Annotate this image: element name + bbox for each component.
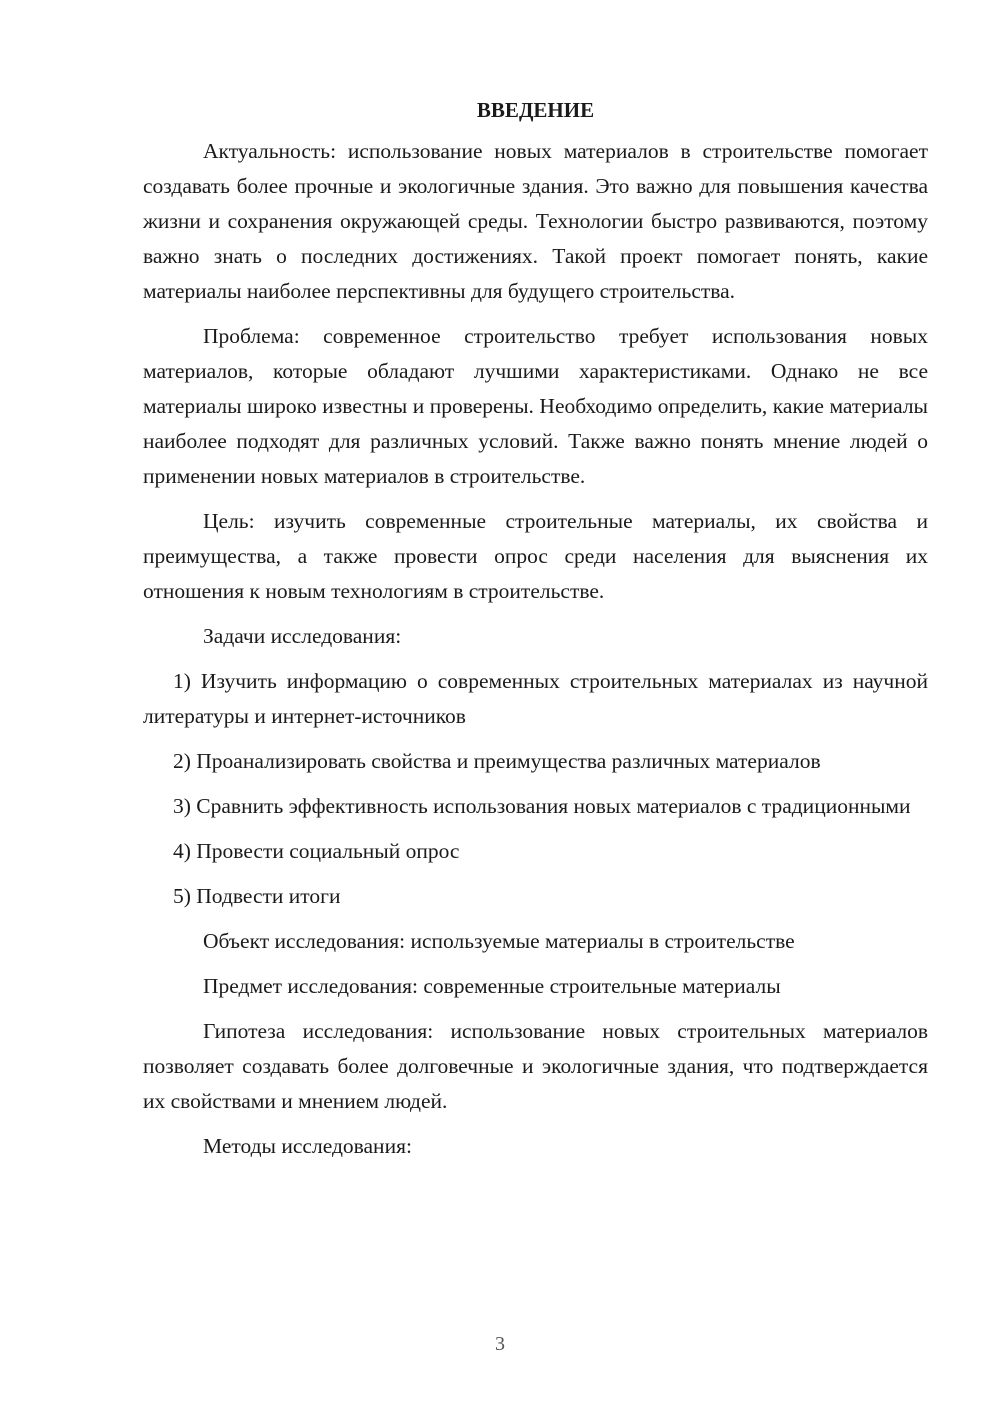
paragraph-problem: Проблема: современное строительство требует использования новых материалов, которые обладают лучшими характеристиками. Однако не все материалы широко известны и проверены. Необходимо определить, какие материалы наиболее подходят для различных условий. Также важно понять мнение людей о применении новых материалов в строительстве.	[143, 324, 928, 488]
tasks-heading: Задачи исследования:	[203, 624, 402, 648]
page-number: 3	[495, 1333, 505, 1355]
document-page	[143, 92, 928, 1174]
methods-heading: Методы исследования:	[203, 1134, 412, 1158]
paragraph-relevance: Актуальность: использование новых материалов в строительстве помогает создавать более прочные и экологичные здания. Это важно для повышения качества жизни и сохранения окружающей среды. Технологии быстро развиваются, поэтому важно знать о последних достижениях. Такой проект помогает понять, какие материалы наиболее перспективны для будущего строительства.	[143, 139, 928, 303]
paragraph-object: Объект исследования: используемые материалы в строительстве	[203, 929, 795, 953]
paragraph-subject: Предмет исследования: современные строительные материалы	[203, 974, 781, 998]
document-title: ВВЕДЕНИЕ	[476, 98, 595, 122]
task-item-5: 5) Подвести итоги	[173, 884, 341, 908]
paragraph-hypothesis: Гипотеза исследования: использование новых строительных материалов позволяет создавать более долговечные и экологичные здания, что подтверждается их свойствами и мнением людей.	[143, 1019, 928, 1113]
task-item-1: 1) Изучить информацию о современных строительных материалах из научной литературы и интернет-источников	[143, 669, 928, 728]
task-item-2: 2) Проанализировать свойства и преимущества различных материалов	[173, 749, 821, 773]
task-item-3: 3) Сравнить эффективность использования новых материалов с традиционными	[173, 794, 911, 818]
task-item-4: 4) Провести социальный опрос	[173, 839, 460, 863]
paragraph-goal: Цель: изучить современные строительные материалы, их свойства и преимущества, а также провести опрос среди населения для выяснения их отношения к новым технологиям в строительстве.	[143, 509, 928, 603]
